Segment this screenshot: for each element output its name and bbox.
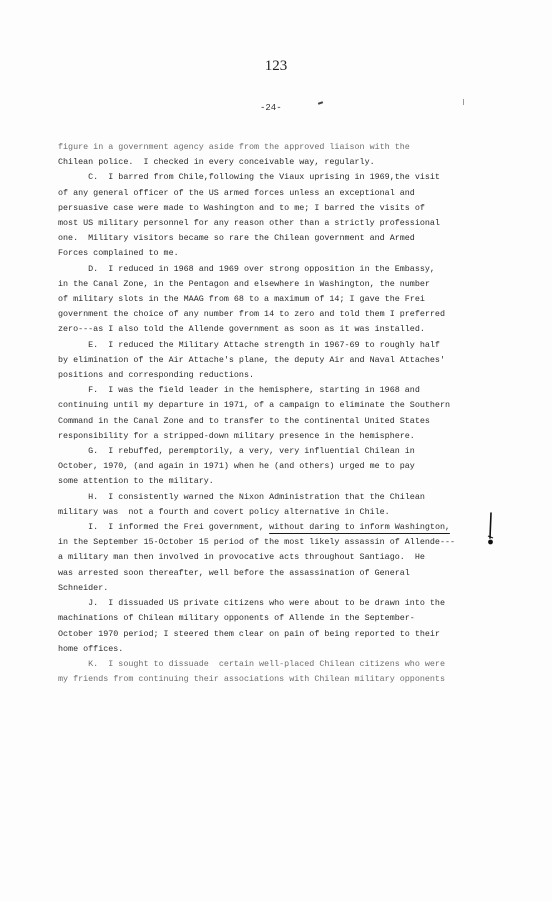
handwritten-margin-mark: [486, 512, 496, 550]
text-line: my friends from continuing their associations with Chilean military opponents: [58, 674, 445, 685]
text-line: Schneider.: [58, 582, 109, 593]
paragraph-d-line: D. I reduced in 1968 and 1969 over strong opposition in the Embassy,: [58, 263, 435, 274]
text-line: persuasive case were made to Washington and to me; I barred the visits of: [58, 202, 425, 213]
text-line: positions and corresponding reductions.: [58, 370, 255, 381]
text-line: military was not a fourth and covert policy alternative in Chile.: [58, 506, 390, 517]
text-line: Command in the Canal Zone and to transfer to the continental United States: [58, 415, 430, 426]
paragraph-k-line: K. I sought to dissuade certain well-placed Chilean citizens who were: [58, 658, 445, 669]
paragraph-c-line: C. I barred from Chile,following the Viaux uprising in 1969,the visit: [58, 172, 440, 183]
text-segment: I. I informed the Frei government,: [58, 522, 270, 533]
text-line: figure in a government agency aside from the approved liaison with the: [58, 142, 410, 152]
text-line: by elimination of the Air Attache's plane, the deputy Air and Naval Attaches': [58, 354, 445, 365]
text-line: most US military personnel for any reason other than a strictly professional: [58, 218, 440, 229]
paragraph-f-line: F. I was the field leader in the hemisphere, starting in 1968 and: [58, 385, 420, 396]
text-line: October 1970 period; I steered them clear on pain of being reported to their: [58, 628, 440, 639]
text-line: machinations of Chilean military opponents of Allende in the September-: [58, 613, 415, 624]
text-line: some attention to the military.: [58, 476, 214, 487]
text-line: zero---as I also told the Allende government as soon as it was installed.: [58, 324, 425, 335]
text-line: October, 1970, (and again in 1971) when he (and others) urged me to pay: [58, 461, 415, 472]
text-line: responsibility for a stripped-down military presence in the hemisphere.: [58, 430, 415, 441]
sub-page-number: -24-: [260, 103, 282, 113]
page-number: 123: [264, 58, 288, 74]
paragraph-e-line: E. I reduced the Military Attache strength in 1967-69 to roughly half: [58, 339, 440, 350]
scan-speck: [318, 101, 323, 105]
paragraph-h-line: H. I consistently warned the Nixon Administration that the Chilean: [58, 491, 425, 502]
text-line: Forces complained to me.: [58, 248, 179, 259]
memo-body: [58, 140, 488, 687]
text-line: in the Canal Zone, in the Pentagon and elsewhere in Washington, the number: [58, 278, 430, 289]
text-line: continuing until my departure in 1971, of a campaign to eliminate the Southern: [58, 400, 451, 411]
text-line: in the September 15-October 15 period of the most likely assassin of Allende---: [58, 537, 456, 548]
paragraph-g-line: G. I rebuffed, peremptorily, a very, very influential Chilean in: [58, 446, 415, 457]
text-line: of military slots in the MAAG from 68 to a maximum of 14; I gave the Frei: [58, 294, 425, 305]
underlined-phrase: without daring to inform Washington,: [269, 522, 451, 533]
text-line: home offices.: [58, 643, 124, 654]
text-line: was arrested soon thereafter, well before the assassination of General: [58, 567, 410, 578]
text-line: one. Military visitors became so rare the Chilean government and Armed: [58, 233, 415, 244]
text-line: a military man then involved in provocative acts throughout Santiago. He: [58, 552, 425, 563]
paragraph-i-line: [58, 520, 488, 535]
text-line: of any general officer of the US armed forces unless an exceptional and: [58, 187, 415, 198]
scan-speck: [463, 99, 464, 105]
text-line: government the choice of any number from 14 to zero and told them I preferred: [58, 309, 445, 320]
text-line: Chilean police. I checked in every conceivable way, regularly.: [58, 157, 375, 168]
paragraph-j-line: J. I dissuaded US private citizens who were about to be drawn into the: [58, 598, 445, 609]
